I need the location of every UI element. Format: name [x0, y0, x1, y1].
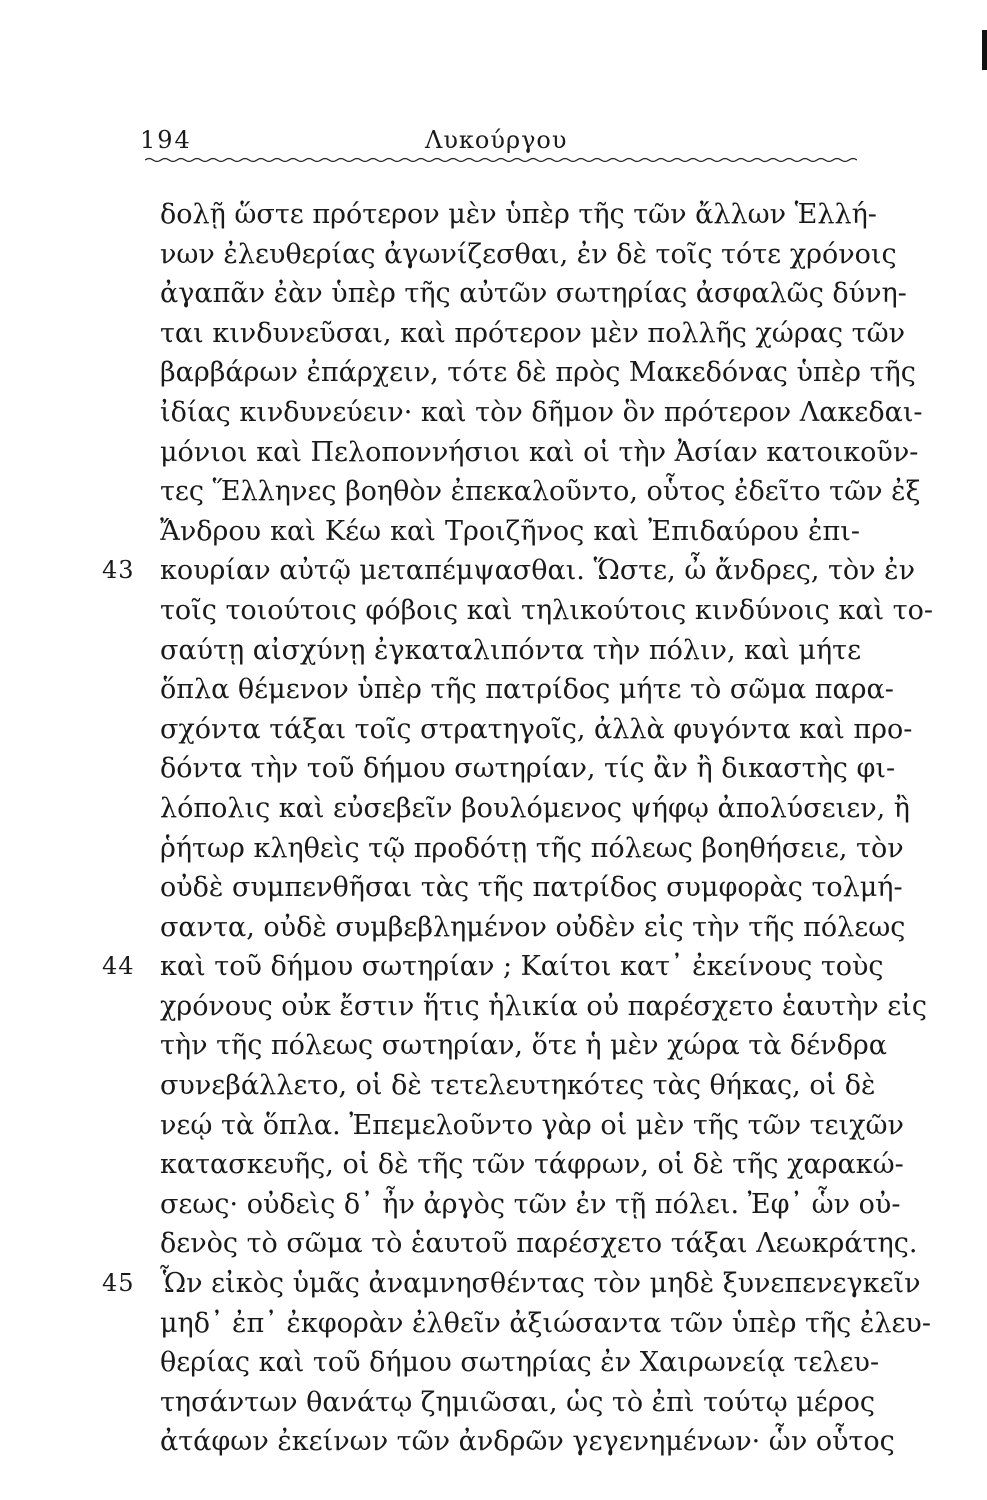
line-text: ὅπλα θέμενον ὑπὲρ τῆς πατρίδος μήτε τὸ σῶμα παρα-: [160, 674, 894, 706]
text-line: [160, 274, 907, 314]
text-line: [160, 1145, 904, 1185]
line-text: τες Ἕλληνες βοηθὸν ἐπεκαλοῦντο, οὗτος ἐδεῖτο τῶν ἐξ: [160, 476, 921, 508]
text-line: [160, 987, 927, 1027]
text-line: [102, 947, 884, 987]
line-text: χρόνους οὐκ ἔστιν ἥτις ἡλικία οὐ παρέσχετο ἑαυτὴν εἰς: [160, 990, 927, 1022]
text-line: [102, 1264, 921, 1304]
text-line: [160, 1185, 901, 1225]
line-text: κατασκευῆς, οἱ δὲ τῆς τῶν τάφρων, οἱ δὲ τῆς χαρακώ-: [160, 1149, 904, 1181]
line-text: ἀγαπᾶν ἐὰν ὑπὲρ τῆς αὐτῶν σωτηρίας ἀσφαλῶς δύνη-: [160, 278, 907, 310]
text-line: [160, 1383, 880, 1423]
text-line: [160, 670, 894, 710]
text-line: [160, 868, 903, 908]
text-line: [160, 433, 919, 473]
text-line: [160, 314, 906, 354]
line-text: τὴν τῆς πόλεως σωτηρίαν, ὅτε ἡ μὲν χώρα τὰ δένδρα: [160, 1030, 887, 1062]
line-text: ἰδίας κινδυνεύειν· καὶ τὸν δῆμον ὃν πρότερον Λακεδαι-: [160, 396, 923, 428]
line-text: τοῖς τοιούτοις φόβοις καὶ τηλικούτοις κινδύνοις καὶ το-: [160, 594, 933, 626]
line-text: Ἄνδρου καὶ Κέω καὶ Τροιζῆνος καὶ Ἐπιδαύρου ἐπι-: [160, 515, 860, 547]
page-number: 194: [140, 126, 192, 154]
page-edge-mark: [982, 30, 987, 70]
section-number: 43: [102, 556, 135, 585]
text-line: [160, 353, 916, 393]
line-text: δολῇ ὥστε πρότερον μὲν ὑπὲρ τῆς τῶν ἄλλων Ἑλλή-: [160, 199, 877, 230]
line-text: λόπολις καὶ εὐσεβεῖν βουλόμενος ψήφῳ ἀπολύσειεν, ἢ: [160, 792, 910, 824]
text-line: [160, 1026, 887, 1066]
line-text: οὐδὲ συμπενθῆσαι τὰς τῆς πατρίδος συμφορὰς τολμή-: [160, 872, 903, 904]
section-number: 44: [102, 952, 135, 981]
line-text: Ὧν εἰκὸς ὑμᾶς ἀναμνησθέντας τὸν μηδὲ ξυνεπενεγκεῖν: [160, 1268, 921, 1300]
text-line: [160, 829, 904, 869]
section-number: 45: [102, 1269, 135, 1298]
line-text: κουρίαν αὐτῷ μεταπέμψασθαι. Ὥστε, ὦ ἄνδρες, τὸν ἐν: [160, 555, 916, 587]
line-text: ται κινδυνεῦσαι, καὶ πρότερον μὲν πολλῆς χώρας τῶν: [160, 317, 906, 349]
line-text: νων ἐλευθερίας ἀγωνίζεσθαι, ἐν δὲ τοῖς τότε χρόνοις: [160, 238, 897, 270]
page-header: [140, 118, 860, 158]
text-line: [160, 1343, 880, 1383]
line-text: σχόντα τάξαι τοῖς στρατηγοῖς, ἀλλὰ φυγόντα καὶ προ-: [160, 713, 913, 745]
line-text: δόντα τὴν τοῦ δήμου σωτηρίαν, τίς ἂν ἢ δικαστὴς φι-: [160, 753, 896, 785]
body-text: [102, 195, 933, 1462]
text-line: [160, 195, 880, 235]
line-text: ἀτάφων ἐκείνων τῶν ἀνδρῶν γεγενημένων· ὧν οὗτος: [160, 1426, 895, 1458]
line-text: τησάντων θανάτῳ ζημιῶσαι, ὡς τὸ ἐπὶ τούτῳ μέρος: [160, 1386, 876, 1418]
text-line: [160, 235, 897, 275]
text-line: [160, 1304, 931, 1344]
text-line: [160, 710, 913, 750]
line-text: μηδ᾽ ἐπ᾽ ἐκφορὰν ἐλθεῖν ἀξιώσαντα τῶν ὑπὲρ τῆς ἐλευ-: [160, 1307, 931, 1339]
text-line: [160, 393, 923, 433]
text-line: [160, 749, 896, 789]
text-line: [160, 1066, 880, 1106]
text-line: [160, 908, 906, 948]
line-text: καὶ τοῦ δήμου σωτηρίαν ; Καίτοι κατ᾽ ἐκείνους τοὺς: [160, 951, 884, 983]
line-text: ῥήτωρ κληθεὶς τῷ προδότῃ τῆς πόλεως βοηθήσειε, τὸν: [160, 832, 904, 864]
text-line: [160, 591, 933, 631]
text-line: [160, 472, 921, 512]
text-line: [160, 1422, 895, 1462]
line-text: νεῴ τὰ ὅπλα. Ἐπεμελοῦντο γὰρ οἱ μὲν τῆς τῶν τειχῶν: [160, 1109, 904, 1141]
line-text: δενὸς τὸ σῶμα τὸ ἑαυτοῦ παρέσχετο τάξαι Λεωκράτης.: [160, 1228, 918, 1260]
line-text: σεως· οὐδεὶς δ᾽ ἦν ἀργὸς τῶν ἐν τῇ πόλει. Ἐφ᾽ ὧν οὐ-: [160, 1188, 901, 1220]
text-line: [102, 551, 916, 591]
header-wavy-rule: [145, 155, 857, 165]
text-line: [160, 789, 910, 829]
line-text: θερίας καὶ τοῦ δήμου σωτηρίας ἐν Χαιρωνείᾳ τελευ-: [160, 1347, 880, 1379]
line-text: σαντα, οὐδὲ συμβεβλημένον οὐδὲν εἰς τὴν τῆς πόλεως: [160, 911, 906, 943]
line-text: σαύτῃ αἰσχύνῃ ἐγκαταλιπόντα τὴν πόλιν, καὶ μήτε: [160, 634, 862, 666]
text-line: [160, 512, 880, 552]
text-line: [160, 1106, 904, 1146]
text-line: [160, 1224, 918, 1264]
line-text: μόνιοι καὶ Πελοποννήσιοι καὶ οἱ τὴν Ἀσίαν κατοικοῦν-: [160, 436, 919, 468]
line-text: βαρβάρων ἐπάρχειν, τότε δὲ πρὸς Μακεδόνας ὑπὲρ τῆς: [160, 357, 916, 389]
running-head: Λυκούργου: [425, 126, 568, 154]
text-line: [160, 631, 880, 671]
line-text: συνεβάλλετο, οἱ δὲ τετελευτηκότες τὰς θήκας, οἱ δὲ: [160, 1070, 876, 1102]
